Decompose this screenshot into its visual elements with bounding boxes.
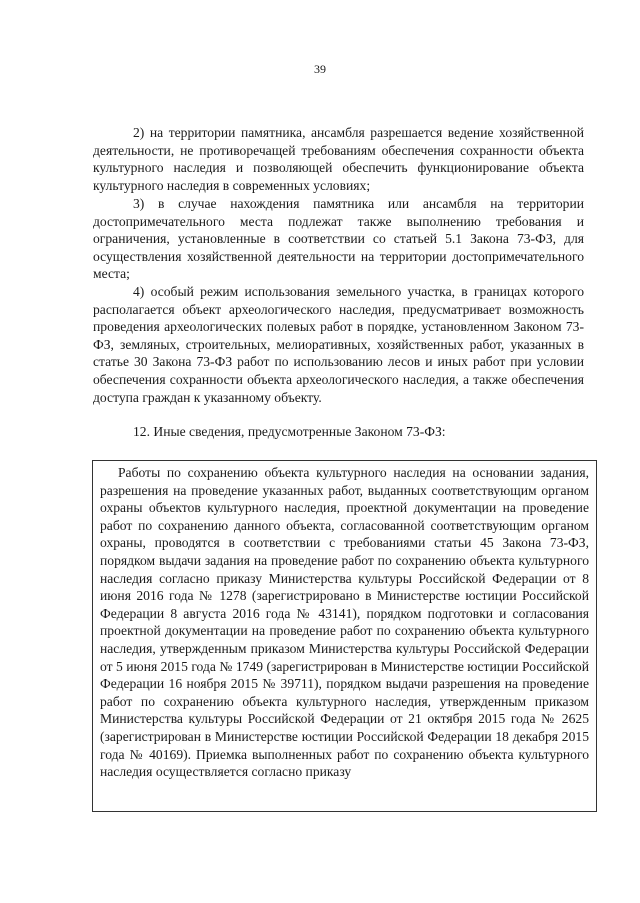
section-12-text-box [92,460,597,812]
paragraph-item-2: 2) на территории памятника, ансамбля разрешается ведение хозяйственной деятельности, не противоречащей требованиям обеспечения сохранности объекта культурного наследия и позволяющей обеспечить функционирование объекта культурного наследия в современных условиях; [93,125,584,193]
page-number: 39 [314,62,326,76]
section-12-box-text: Работы по сохранению объекта культурного наследия на основании задания, разрешения на проведение указанных работ, выданных соответствующим органом охраны объектов культурного наследия, проектной документации на проведение работ по сохранению данного объекта, согласованной соответствующим органом охраны, проводятся в соответствии с требованиями статьи 45 Закона 73-ФЗ, порядком выдачи задания на проведение работ по сохранению объекта культурного наследия согласно приказу Министерства культуры Российской Федерации от 8 июня 2016 года № 1278 (зарегистрировано в Министерстве юстиции Российской Федерации 8 августа 2016 года № 43141), порядком подготовки и согласования проектной документации на проведение работ по сохранению объекта культурного наследия, утвержденным приказом Министерства культуры Российской Федерации от 5 июня 2015 года № 1749 (зарегистрирован в Министерстве юстиции Российской Федерации 16 ноября 2015 № 39711), порядком выдачи разрешения на проведение работ по сохранению объекта культурного наследия, утвержденным приказом Министерства культуры Российской Федерации от 21 октября 2015 года № 2625 (зарегистрирован в Министерстве юстиции Российской Федерации 18 декабря 2015 года № 40169). Приемка выполненных работ по сохранению объекта культурного наследия осуществляется согласно приказу [100,465,589,780]
paragraph-item-3: 3) в случае нахождения памятника или ансамбля на территории достопримечательного места подлежат также выполнению требования и ограничения, установленные в соответствии со статьей 5.1 Закона 73-ФЗ, для осуществления хозяйственной деятельности на территории достопримечательного места; [93,196,584,282]
section-12-heading: 12. Иные сведения, предусмотренные Законом 73-ФЗ: [133,424,446,439]
paragraph-item-4: 4) особый режим использования земельного участка, в границах которого располагается объект археологического наследия, предусматривает возможность проведения археологических полевых работ в порядке, установленном Законом 73-ФЗ, земляных, строительных, мелиоративных, хозяйственных работ, указанных в статье 30 Закона 73-ФЗ работ по использованию лесов и иных работ при условии обеспечения сохранности объекта археологического наследия, а также обеспечения доступа граждан к указанному объекту. [93,284,584,405]
